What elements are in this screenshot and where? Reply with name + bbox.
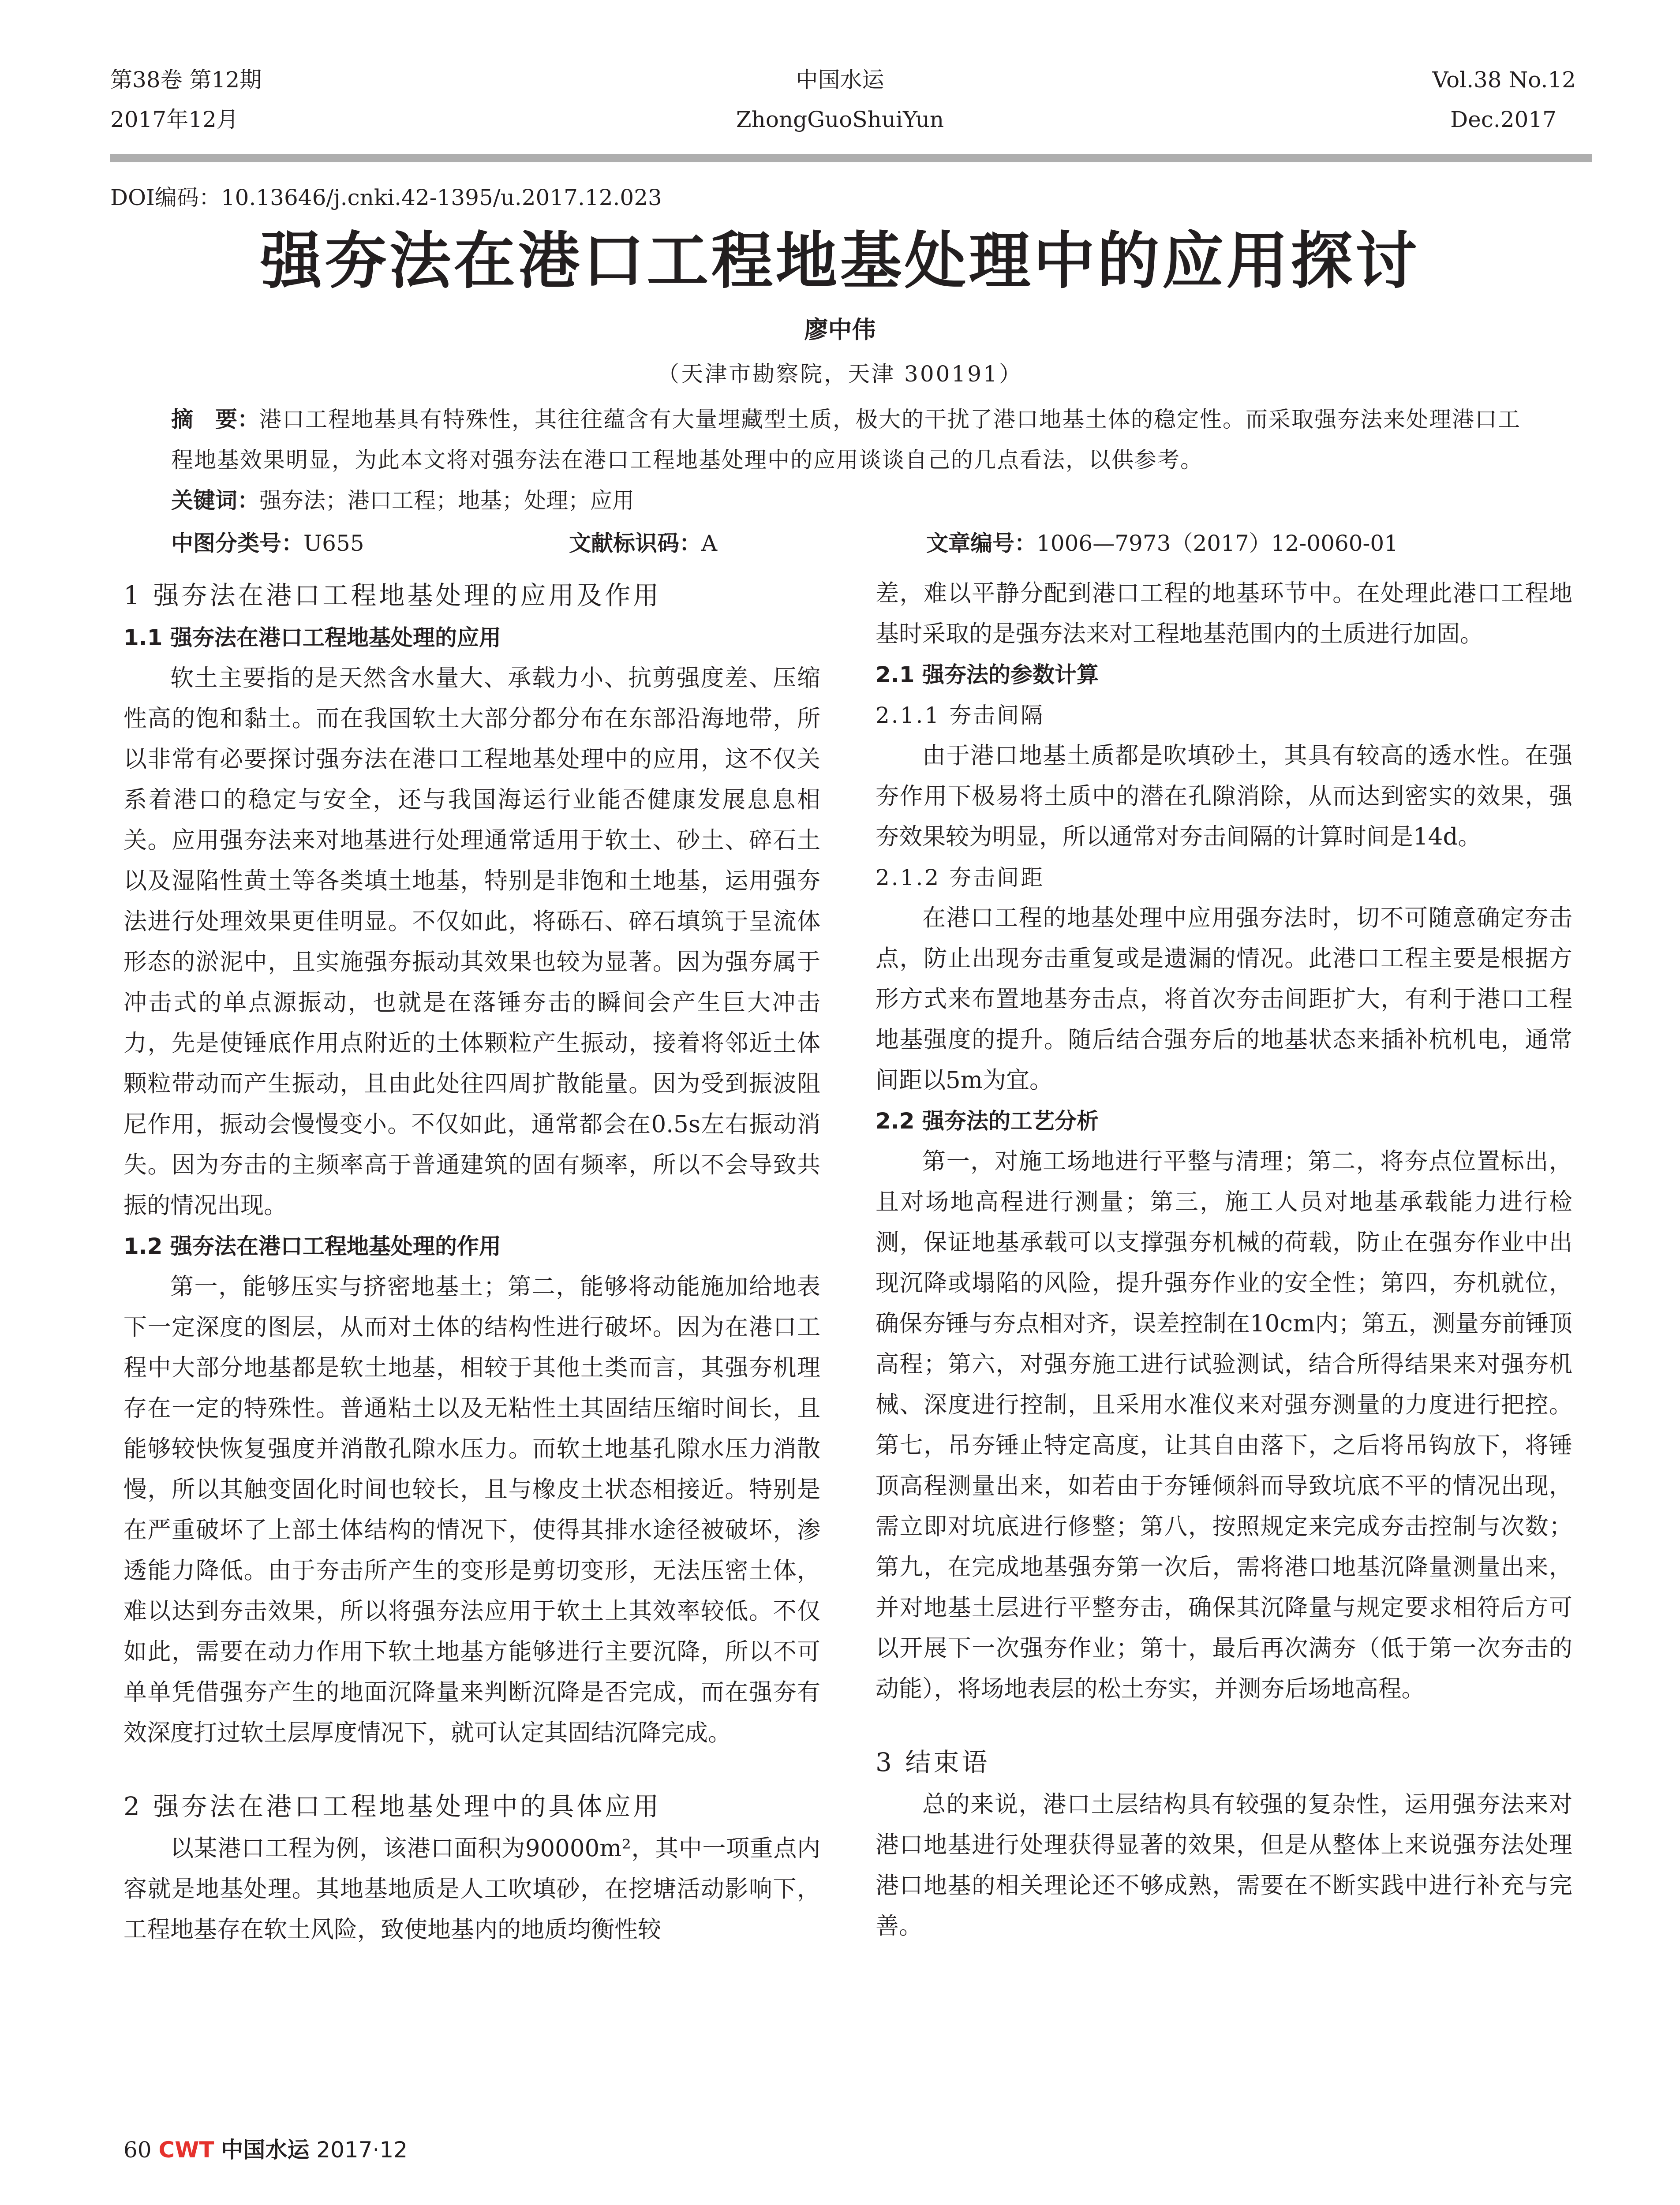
- paragraph-1-1: 软土主要指的是天然含水量大、承载力小、抗剪强度差、压缩性高的饱和黏土。而在我国软土大部分都分布在东部沿海地带，所以非常有必要探讨强夯法在港口工程地基处理中的应用，这不仅关系着港口的稳定与安全，还与我国海运行业能否健康发展息息相关。应用强夯法来对地基进行处理通常适用于软土、砂土、碎石土以及湿陷性黄土等各类填土地基，特别是非饱和土地基，运用强夯法进行处理效果更佳明显。不仅如此，将砾石、碎石填筑于呈流体形态的淤泥中，且实施强夯振动其效果也较为显著。因为强夯属于冲击式的单点源振动，也就是在落锤夯击的瞬间会产生巨大冲击力，先是使锤底作用点附近的土体颗粒产生振动，接着将邻近土体颗粒带动而产生振动，且由此处往四周扩散能量。因为受到振波阻尼作用，振动会慢慢变小。不仅如此，通常都会在0.5s左右振动消失。因为夯击的主频率高于普通建筑的固有频率，所以不会导致共振的情况出现。: [123, 665, 820, 1219]
- section-heading-1-2: 1.2 强夯法在港口工程地基处理的作用: [123, 1233, 501, 1259]
- paragraph-1-2: 第一，能够压实与挤密地基土；第二，能够将动能施加给地表下一定深度的图层，从而对土体的结构性进行破坏。因为在港口工程中大部分地基都是软土地基，相较于其他土类而言，其强夯机理存在一定的特殊性。普通粘土以及无粘性土其固结压缩时间长，且能够较快恢复强度并消散孔隙水压力。而软土地基孔隙水压力消散慢，所以其触变固化时间也较长，且与橡皮土状态相接近。特别是在严重破坏了上部土体结构的情况下，使得其排水途径被破坏，渗透能力降低。由于夯击所产生的变形是剪切变形，无法压密土体，难以达到夯击效果，所以将强夯法应用于软土上其效率较低。不仅如此，需要在动力作用下软土地基方能够进行主要沉降，所以不可单单凭借强夯产生的地面沉降量来判断沉降是否完成，而在强夯有效深度打过软土层厚度情况下，就可认定其固结沉降完成。: [123, 1273, 820, 1746]
- article-number: [926, 526, 1398, 557]
- section-heading-2: 2 强夯法在港口工程地基处理中的具体应用: [123, 1791, 662, 1821]
- footer-issue: 2017·12: [316, 2137, 408, 2163]
- doi: DOI编码：10.13646/j.cnki.42-1395/u.2017.12.023: [110, 185, 662, 210]
- header-date-cn: 2017年12月: [110, 107, 239, 132]
- footer: [123, 2132, 408, 2164]
- section-heading-2-1-1: 2.1.1 夯击间隔: [876, 703, 1045, 728]
- header-date-en: Dec.2017: [1450, 107, 1557, 132]
- clc-number: [171, 526, 364, 557]
- doc-value: A: [701, 531, 718, 556]
- document-code: [569, 526, 717, 557]
- section-heading-2-1-2: 2.1.2 夯击间距: [876, 865, 1045, 890]
- header-journal-cn: 中国水运: [796, 67, 884, 93]
- paragraph-2: 以某港口工程为例，该港口面积为90000m²，其中一项重点内容就是地基处理。其地基地质是人工吹填砂，在挖塘活动影响下，工程地基存在软土风险，致使地基内的地质均衡性较: [123, 1835, 820, 1943]
- author: 廖中伟: [804, 315, 876, 344]
- footer-publication: 中国水运: [221, 2137, 310, 2163]
- article-label: 文章编号：: [926, 531, 1036, 556]
- section-heading-2-2: 2.2 强夯法的工艺分析: [876, 1108, 1099, 1134]
- doc-label: 文献标识码：: [569, 531, 701, 556]
- abstract-label: 摘 要：: [171, 407, 259, 432]
- page-number: 60: [123, 2137, 152, 2163]
- section-heading-1-1: 1.1 强夯法在港口工程地基处理的应用: [123, 625, 501, 650]
- keywords-text: 强夯法；港口工程；地基；处理；应用: [259, 488, 634, 513]
- header-rule: [110, 154, 1592, 162]
- keywords: [171, 483, 634, 515]
- clc-label: 中图分类号：: [171, 531, 303, 556]
- paragraph-2-2: 第一，对施工场地进行平整与清理；第二，将夯点位置标出，且对场地高程进行测量；第三，施工人员对地基承载能力进行检测，保证地基承载可以支撑强夯机械的荷载，防止在强夯作业中出现沉降或塌陷的风险，提升强夯作业的安全性；第四，夯机就位，确保夯锤与夯点相对齐，误差控制在10cm内；第五，测量夯前锤顶高程；第六，对强夯施工进行试验测试，结合所得结果来对强夯机械、深度进行控制，且采用水准仪来对强夯测量的力度进行把控。第七，吊夯锤止特定高度，让其自由落下，之后将吊钩放下，将锤顶高程测量出来，如若由于夯锤倾斜而导致坑底不平的情况出现，需立即对坑底进行修整；第八，按照规定来完成夯击控制与次数；第九，在完成地基强夯第一次后，需将港口地基沉降量测量出来，并对地基土层进行平整夯击，确保其沉降量与规定要求相符后方可以开展下一次强夯作业；第十，最后再次满夯（低于第一次夯击的动能），将场地表层的松土夯实，并测夯后场地高程。: [876, 1148, 1572, 1702]
- article-value: 1006—7973（2017）12-0060-01: [1036, 531, 1399, 556]
- paper-title: 强夯法在港口工程地基处理中的应用探讨: [260, 225, 1420, 297]
- affiliation: （天津市勘察院，天津 300191）: [657, 361, 1023, 387]
- abstract: [171, 399, 1538, 480]
- paragraph-2-cont: 差，难以平静分配到港口工程的地基环节中。在处理此港口工程地基时采取的是强夯法来对工程地基范围内的土质进行加固。: [876, 580, 1572, 647]
- section-heading-2-1: 2.1 强夯法的参数计算: [876, 662, 1099, 688]
- right-column: [876, 573, 1572, 1947]
- header-journal-pinyin: ZhongGuoShuiYun: [736, 107, 944, 132]
- paragraph-3: 总的来说，港口土层结构具有较强的复杂性，运用强夯法来对港口地基进行处理获得显著的效果，但是从整体上来说强夯法处理港口地基的相关理论还不够成熟，需要在不断实践中进行补充与完善。: [876, 1791, 1572, 1940]
- paragraph-2-1-1: 由于港口地基土质都是吹填砂土，其具有较高的透水性。在强夯作用下极易将土质中的潜在孔隙消除，从而达到密实的效果，强夯效果较为明显，所以通常对夯击间隔的计算时间是14d。: [876, 742, 1572, 850]
- header-volume-en: Vol.38 No.12: [1432, 67, 1576, 93]
- abstract-text: 港口工程地基具有特殊性，其往往蕴含有大量埋藏型土质，极大的干扰了港口地基土体的稳定性。而采取强夯法来处理港口工程地基效果明显，为此本文将对强夯法在港口工程地基处理中的应用谈谈自己的几点看法，以供参考。: [171, 407, 1521, 473]
- journal-logo: CWT: [158, 2137, 214, 2163]
- section-heading-3: 3 结束语: [876, 1747, 990, 1777]
- left-column: [123, 573, 820, 1950]
- paragraph-2-1-2: 在港口工程的地基处理中应用强夯法时，切不可随意确定夯击点，防止出现夯击重复或是遗漏的情况。此港口工程主要是根据方形方式来布置地基夯击点，将首次夯击间距扩大，有利于港口工程地基强度的提升。随后结合强夯后的地基状态来插补杭机电，通常间距以5m为宜。: [876, 904, 1572, 1094]
- clc-value: U655: [303, 531, 364, 556]
- header-volume-issue: 第38卷 第12期: [110, 67, 262, 93]
- keywords-label: 关键词：: [171, 488, 259, 513]
- section-heading-1: 1 强夯法在港口工程地基处理的应用及作用: [123, 580, 662, 610]
